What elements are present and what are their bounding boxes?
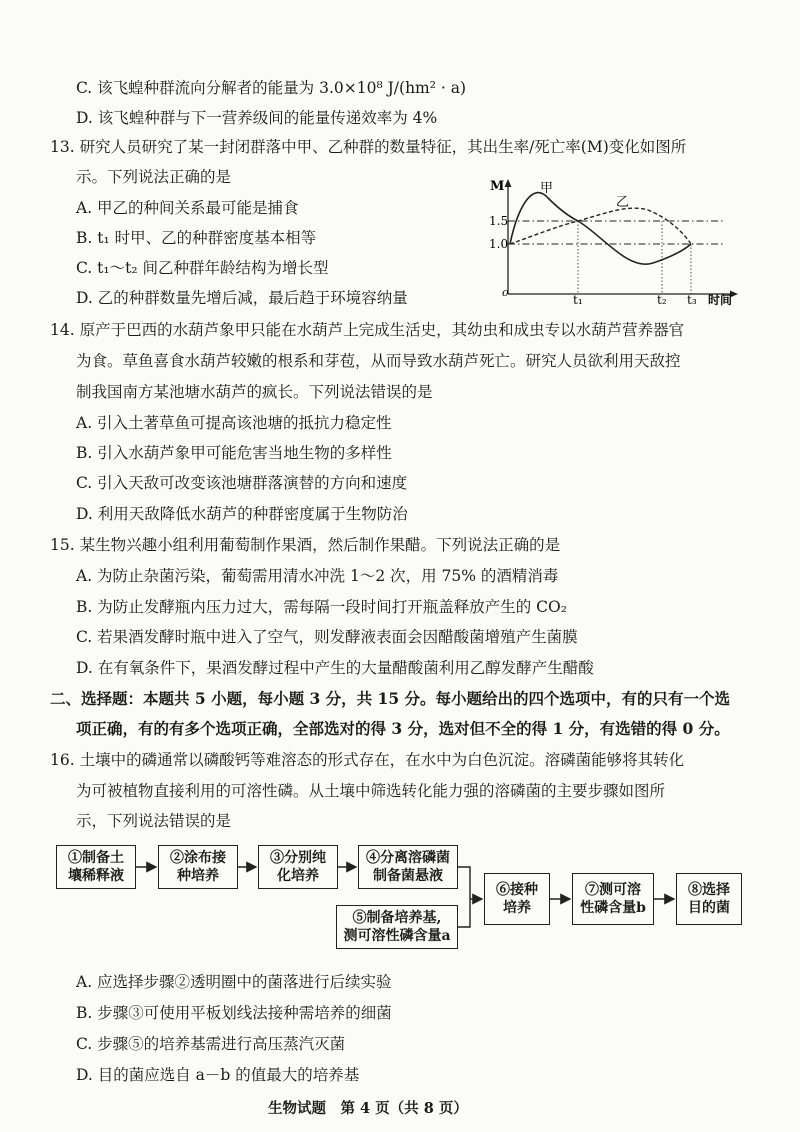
- q15-option-b: B. 为防止发酵瓶内压力过大，需每隔一段时间打开瓶盖释放产生的 CO₂: [76, 598, 567, 616]
- flow-step-8: [676, 873, 742, 925]
- origin-label: o: [502, 286, 509, 299]
- flow-step-3-line2: 化培养: [277, 868, 319, 884]
- q13-option-a: A. 甲乙的种间关系最可能是捕食: [76, 199, 299, 217]
- x-axis-label: 时间: [708, 293, 733, 306]
- flow-step-1: [56, 845, 136, 889]
- flow-step-2-line1: ②涂布接: [170, 850, 226, 866]
- connector-4-5: [458, 867, 470, 927]
- q14-stem-line3: 制我国南方某池塘水葫芦的疯长。下列说法错误的是: [76, 383, 433, 401]
- tick-label-1-0: 1.0: [489, 237, 509, 251]
- q13-stem-line1: 13. 研究人员研究了某一封闭群落中甲、乙种群的数量特征，其出生率/死亡率(M)变化如图所: [50, 138, 687, 156]
- flow-step-7-line1: ⑦测可溶: [584, 882, 641, 898]
- series-label-jia: 甲: [540, 181, 554, 196]
- section2-header-line1: 二、选择题：本题共 5 小题，每小题 3 分，共 15 分。每小题给出的四个选项中，有的只有一个选: [50, 689, 731, 708]
- q16-option-a: A. 应选择步骤②透明圈中的菌落进行后续实验: [76, 973, 392, 991]
- q14-stem-line2: 为食。草鱼喜食水葫芦较嫩的根系和芽苞，从而导致水葫芦死亡。研究人员欲利用天敌控: [76, 352, 681, 370]
- flow-step-8-line1: ⑧选择: [688, 882, 730, 898]
- q15-option-c: C. 若果酒发酵时瓶中进入了空气，则发酵液表面会因醋酸菌增殖产生菌膜: [76, 628, 578, 646]
- y-axis-arrow: [505, 179, 512, 187]
- q14-stem-line1: 14. 原产于巴西的水葫芦象甲只能在水葫芦上完成生活史，其幼虫和成虫专以水葫芦营养器官: [50, 321, 685, 339]
- flow-step-5-line1: ⑤制备培养基,: [352, 910, 442, 926]
- flow-step-4-line1: ④分离溶磷菌: [366, 850, 450, 866]
- q15-option-d: D. 在有氧条件下，果酒发酵过程中产生的大量醋酸菌利用乙醇发酵产生醋酸: [76, 659, 594, 677]
- q13-stem-line2: 示。下列说法正确的是: [76, 168, 232, 186]
- q15-stem: 15. 某生物兴趣小组利用葡萄制作果酒，然后制作果醋。下列说法正确的是: [50, 536, 561, 554]
- flow-step-4: [358, 845, 458, 889]
- q14-option-c: C. 引入天敌可改变该池塘群落演替的方向和速度: [76, 474, 408, 492]
- q13-option-c: C. t₁～t₂ 间乙种群年龄结构为增长型: [76, 259, 329, 277]
- flow-step-4-line2: 制备菌悬液: [373, 868, 443, 884]
- q14-option-a: A. 引入土著草鱼可提高该池塘的抵抗力稳定性: [76, 414, 392, 432]
- flow-step-7: [572, 873, 654, 925]
- curve-jia: [510, 193, 691, 265]
- q16-option-b: B. 步骤③可使用平板划线法接种需培养的细菌: [76, 1004, 392, 1022]
- birth-death-ratio-graph: [488, 176, 748, 306]
- flow-step-3-line1: ③分别纯: [270, 850, 326, 866]
- q13-option-d: D. 乙的种群数量先增后减，最后趋于环境容纳量: [76, 289, 408, 307]
- flow-step-5: [336, 905, 458, 949]
- tick-label-t1: t₁: [573, 293, 583, 306]
- tick-label-t2: t₂: [657, 293, 667, 306]
- q13-option-b: B. t₁ 时甲、乙的种群密度基本相等: [76, 229, 317, 247]
- page-footer: 生物试题 第 4 页（共 8 页）: [268, 1100, 468, 1117]
- section2-header-line2: 项正确，有的有多个选项正确，全部选对的得 3 分，选对但不全的得 1 分，有选错的得 0 分。: [76, 719, 730, 738]
- q16-stem-line2: 为可被植物直接利用的可溶性磷。从土壤中筛选转化能力强的溶磷菌的主要步骤如图所: [76, 782, 666, 800]
- y-axis-label: M: [490, 179, 505, 194]
- q12-option-d: D. 该飞蝗种群与下一营养级间的能量传递效率为 4%: [76, 109, 438, 127]
- q14-option-d: D. 利用天敌降低水葫芦的种群密度属于生物防治: [76, 505, 408, 523]
- flow-step-7-line2: 性磷含量b: [580, 900, 646, 916]
- tick-label-1-5: 1.5: [489, 214, 509, 228]
- tick-label-t3: t₃: [687, 293, 697, 306]
- flow-step-6: [484, 873, 550, 925]
- flow-step-1-line2: 壤稀释液: [68, 868, 124, 884]
- flow-step-2-line2: 种培养: [177, 868, 219, 884]
- q16-stem-line3: 示，下列说法错误的是: [76, 812, 232, 830]
- series-label-yi: 乙: [616, 195, 630, 210]
- flow-step-8-line2: 目的菌: [688, 900, 730, 916]
- flow-step-6-line1: ⑥接种: [496, 882, 538, 898]
- flow-step-2: [158, 845, 238, 889]
- flow-step-1-line1: ①制备土: [68, 850, 124, 866]
- q16-stem-line1: 16. 土壤中的磷通常以磷酸钙等难溶态的形式存在，在水中为白色沉淀。溶磷菌能够将其转化: [50, 751, 685, 769]
- flow-step-5-line2: 测可溶性磷含量a: [343, 928, 451, 944]
- q16-option-d: D. 目的菌应选自 a－b 的值最大的培养基: [76, 1066, 360, 1084]
- q12-option-c: C. 该飞蝗种群流向分解者的能量为 3.0×10⁸ J/(hm² · a): [76, 79, 467, 97]
- q14-option-b: B. 引入水葫芦象甲可能危害当地生物的多样性: [76, 444, 392, 462]
- q16-option-c: C. 步骤⑤的培养基需进行高压蒸汽灭菌: [76, 1035, 346, 1053]
- flow-step-3: [258, 845, 338, 889]
- q15-option-a: A. 为防止杂菌污染，葡萄需用清水冲洗 1～2 次，用 75% 的酒精消毒: [76, 567, 559, 585]
- flow-step-6-line2: 培养: [503, 900, 531, 916]
